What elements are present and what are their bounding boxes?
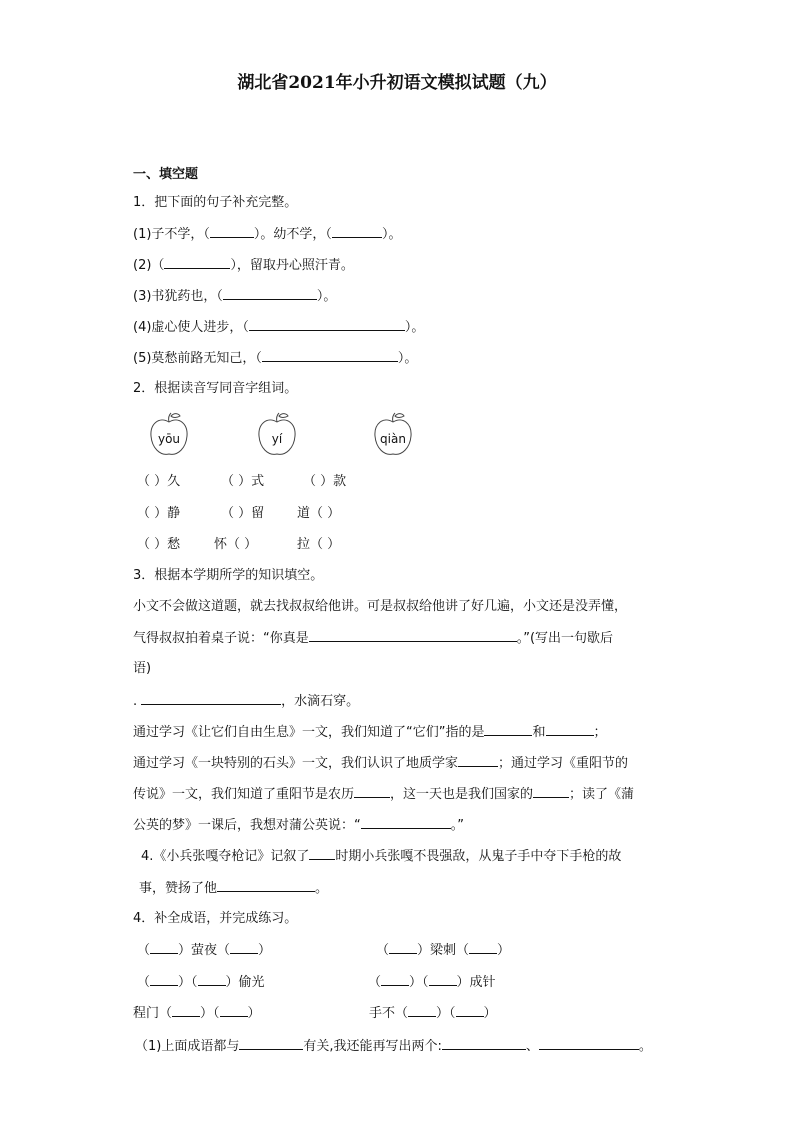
q4-story-line (141, 847, 621, 866)
q2-cell: （ ）留 (221, 506, 265, 521)
q3-paragraph-line (133, 692, 359, 711)
idiom-text: （ (376, 943, 390, 958)
q1-l1-text-b: ）。幼不学，（ (253, 227, 332, 242)
answer-blank[interactable] (442, 1037, 526, 1050)
answer-blank[interactable] (217, 879, 315, 892)
idiom-text: ）（ (409, 975, 429, 990)
idiom-text: ）（ (200, 1006, 220, 1021)
idiom-text: ） (483, 1006, 497, 1021)
answer-blank[interactable] (220, 1004, 248, 1017)
idiom-text: 程门（ (133, 1006, 173, 1021)
answer-blank[interactable] (381, 973, 409, 986)
q3-text: 公英的梦》一课后，我想对蒲公英说：“ (133, 818, 361, 833)
q1-l3-text-a: (3)书犹药也，（ (133, 289, 223, 304)
q3-text: 。” (450, 818, 464, 833)
answer-blank[interactable] (458, 754, 498, 767)
q2-cell: 道（ ） (297, 506, 341, 521)
question-1-stem: 1．把下面的句子补充完整。 (133, 195, 298, 210)
q1-l1-text-c: ）。 (381, 227, 402, 242)
idiom-text: （ (368, 975, 382, 990)
q3-paragraph-line (133, 785, 634, 804)
q3-text: ，这一天也是我们国家的 (390, 787, 534, 802)
q3-text: 。”(写出一句歇后 (516, 631, 614, 646)
q3-text: ，水滴石穿。 (281, 694, 360, 709)
q1-l5-text-a: (5)莫愁前路无知己，（ (133, 351, 262, 366)
q3-text: 传说》一文，我们知道了重阳节是农历 (133, 787, 355, 802)
answer-blank[interactable] (429, 973, 457, 986)
q3-paragraph-line (133, 754, 628, 773)
answer-blank[interactable] (361, 816, 451, 829)
answer-blank[interactable] (533, 785, 569, 798)
answer-blank[interactable] (456, 1004, 484, 1017)
answer-blank[interactable] (150, 941, 178, 954)
q2-cell: （ ）款 (303, 474, 347, 489)
answer-blank[interactable] (239, 1037, 303, 1050)
q2-cell: 怀（ ） (214, 537, 258, 552)
section-heading: 一、填空题 (133, 167, 199, 182)
answer-blank[interactable] (389, 941, 417, 954)
answer-blank[interactable] (198, 973, 226, 986)
idiom-text: ）梁刺（ (417, 943, 470, 958)
question-1-item-2 (133, 256, 354, 275)
q4-story-text: 事，赞扬了他 (139, 881, 218, 896)
q2-cell: （ ）式 (221, 474, 265, 489)
q3-paragraph-line (133, 629, 613, 648)
apple-pinyin-card (255, 412, 299, 458)
q4-story-text: 4.《小兵张嘎夺枪记》记叙了 (141, 849, 310, 864)
q2-cell: （ ）静 (137, 506, 181, 521)
q4-story-text: 时期小兵张嘎不畏强敌，从鬼子手中夺下手枪的故 (335, 849, 622, 864)
answer-blank[interactable] (539, 1037, 639, 1050)
q4-story-line (139, 879, 328, 898)
answer-blank[interactable] (141, 692, 281, 705)
answer-blank[interactable] (332, 225, 382, 238)
pinyin-label: yí (271, 432, 283, 446)
q3-text: 通过学习《让它们自由生息》一文，我们知道了“它们”指的是 (133, 725, 485, 740)
q3-text: 和 (532, 725, 546, 740)
answer-blank[interactable] (164, 256, 230, 269)
idiom-item (137, 973, 265, 992)
answer-blank[interactable] (230, 941, 258, 954)
answer-blank[interactable] (210, 225, 254, 238)
question-1-item-3 (133, 287, 336, 306)
q3-text: 气得叔叔拍着桌子说：“你真是 (133, 631, 309, 646)
answer-blank[interactable] (484, 723, 532, 736)
q1-l4-text-b: ）。 (404, 320, 425, 335)
apple-pinyin-card (147, 412, 191, 458)
q1-l2-text-a: (2)（ (133, 258, 165, 273)
answer-blank[interactable] (309, 629, 517, 642)
question-3-stem: 3．根据本学期所学的知识填空。 (133, 568, 324, 583)
q3-paragraph-line (133, 723, 607, 742)
question-2-stem: 2．根据读音写同音字组词。 (133, 381, 298, 396)
answer-blank[interactable] (223, 287, 317, 300)
idiom-text: ）成针 (456, 975, 496, 990)
q4-subquestion-1 (135, 1037, 652, 1056)
idiom-text: ） (258, 943, 272, 958)
idiom-item (137, 941, 271, 960)
q1-l1-text-a: (1)子不学，（ (133, 227, 210, 242)
q3-text: ；读了《蒲 (569, 787, 635, 802)
q3-text: . (133, 694, 138, 709)
page-title: 湖北省2021年小升初语文模拟试题（九） (237, 73, 557, 93)
answer-blank[interactable] (249, 318, 405, 331)
question-1-item-5 (133, 349, 417, 368)
q2-cell: （ ）久 (137, 474, 181, 489)
question-1-item-4 (133, 318, 424, 337)
idiom-item (368, 973, 496, 992)
q1-l3-text-b: ）。 (316, 289, 337, 304)
idiom-text: （ (137, 943, 151, 958)
idiom-item (133, 1004, 261, 1023)
idiom-text: ）萤夜（ (178, 943, 231, 958)
question-4-stem: 4．补全成语，并完成练习。 (133, 911, 298, 926)
q1-l5-text-b: ）。 (397, 351, 418, 366)
answer-blank[interactable] (469, 941, 497, 954)
answer-blank[interactable] (172, 1004, 200, 1017)
q4-sub-text: 。 (638, 1039, 652, 1054)
q3-text: 通过学习《一块特别的石头》一文，我们认识了地质学家 (133, 756, 459, 771)
q3-paragraph-line (133, 816, 464, 835)
answer-blank[interactable] (354, 785, 390, 798)
q1-l2-text-b: ），留取丹心照汗青。 (230, 258, 354, 273)
answer-blank[interactable] (408, 1004, 436, 1017)
answer-blank[interactable] (150, 973, 178, 986)
idiom-item (376, 941, 510, 960)
q1-l4-text-a: (4)虚心使人进步，（ (133, 320, 249, 335)
apple-pinyin-card (371, 412, 415, 458)
q3-paragraph-line: 小文不会做这道题，就去找叔叔给他讲。可是叔叔给他讲了好几遍，小文还是没弄懂， (133, 599, 628, 614)
answer-blank[interactable] (262, 349, 398, 362)
idiom-text: ）偷光 (225, 975, 265, 990)
q3-text: ； (593, 725, 607, 740)
idiom-text: ） (497, 943, 511, 958)
q4-sub-text: 、 (525, 1039, 539, 1054)
q4-story-text: 。 (315, 881, 329, 896)
idiom-text: ） (247, 1006, 261, 1021)
q4-sub-text: （1)上面成语都与 (135, 1039, 240, 1054)
idiom-text: （ (137, 975, 151, 990)
q2-cell: （ ）愁 (137, 537, 181, 552)
q2-cell: 拉（ ） (297, 537, 341, 552)
idiom-text: ）（ (436, 1006, 456, 1021)
q4-sub-text: 有关,我还能再写出两个: (303, 1039, 442, 1054)
answer-blank[interactable] (309, 847, 335, 860)
idiom-text: ）（ (178, 975, 198, 990)
idiom-text: 手不（ (369, 1006, 409, 1021)
q3-text: ；通过学习《重阳节的 (498, 756, 629, 771)
idiom-item (369, 1004, 497, 1023)
pinyin-label: yōu (157, 432, 181, 446)
pinyin-label: qiàn (380, 432, 406, 446)
question-1-item-1 (133, 225, 401, 244)
q3-paragraph-line: 语) (133, 661, 152, 676)
answer-blank[interactable] (546, 723, 594, 736)
